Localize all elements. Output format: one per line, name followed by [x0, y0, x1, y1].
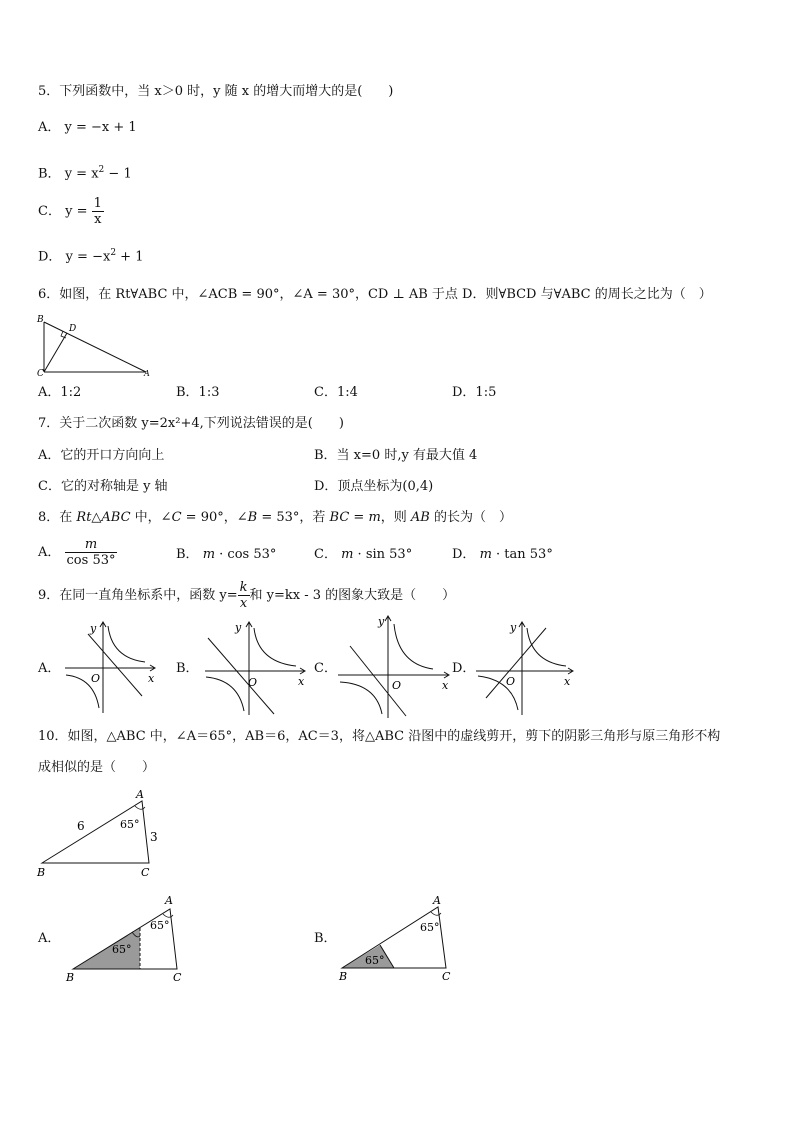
- q7-option-a[interactable]: A．它的开口方向向上: [38, 448, 165, 463]
- q6-label-d: D: [69, 324, 77, 334]
- q10-a-label-c: C: [173, 971, 182, 984]
- q6-option-d[interactable]: D．1:5: [452, 385, 497, 400]
- q9-b-y-label: y: [235, 621, 242, 634]
- q9-a-y-label: y: [90, 622, 97, 635]
- q10-main-label-b: B: [37, 866, 46, 879]
- q9-graph-a[interactable]: [60, 618, 160, 718]
- q7-option-c[interactable]: C．它的对称轴是 y 轴: [38, 479, 168, 494]
- q5-option-b[interactable]: B． $y = x^2 - 1$: [38, 165, 132, 182]
- q10-main-label-c: C: [141, 866, 150, 879]
- q10-b-label-c: C: [442, 970, 451, 983]
- q8-option-a[interactable]: A． $\frac{m}{\cos 53^\circ}$: [38, 537, 116, 568]
- q9-d-x-label: x: [564, 675, 571, 688]
- q10-option-b-letter[interactable]: B．: [314, 931, 337, 946]
- q8-option-d[interactable]: D． m · tan 53°: [452, 547, 553, 562]
- q10-b-angle-cut: 65°: [365, 954, 385, 967]
- q10-main-label-a: A: [136, 788, 144, 801]
- q10-main-side-ab: 6: [77, 819, 85, 833]
- q10-b-label-b: B: [339, 970, 348, 983]
- q6-stem: 6．如图，在 Rt∀ABC 中，∠ACB = 90°，∠A = 30°，CD ⊥ AB 于点 D．则∀BCD 与∀ABC 的周长之比为（ ）: [38, 287, 712, 302]
- q9-c-x-label: x: [442, 679, 449, 692]
- q9-fraction: $\frac{k}{x}$: [239, 580, 248, 611]
- q8-option-b[interactable]: B． m · cos 53°: [176, 547, 277, 562]
- q9-option-b-letter[interactable]: B．: [176, 661, 199, 676]
- q6-option-c[interactable]: C．1:4: [314, 385, 358, 400]
- q9-a-origin-label: O: [91, 672, 101, 685]
- q6-label-a: A: [144, 369, 150, 378]
- q10-option-b-figure[interactable]: [338, 896, 468, 986]
- q10-main-side-ac: 3: [150, 830, 158, 844]
- q9-option-d-letter[interactable]: D．: [452, 661, 476, 676]
- q6-triangle-figure: [36, 312, 156, 378]
- q10-a-angle-cut: 65°: [112, 943, 132, 956]
- q10-stem-line2: 成相似的是（ ）: [38, 760, 156, 775]
- q6-label-b: B: [37, 315, 44, 325]
- q8-stem: 8．在 Rt△ABC 中，∠C = 90°，∠B = 53°，若 BC = m，则 AB 的长为（ ）: [38, 510, 513, 525]
- q10-option-a-figure[interactable]: [62, 892, 202, 987]
- q10-stem-line1: 10．如图，△ABC 中，∠A＝65°，AB＝6，AC＝3，将△ABC 沿图中的虚线剪开，剪下的阴影三角形与原三角形不构: [38, 729, 721, 744]
- q9-b-x-label: x: [298, 675, 305, 688]
- q5-c-fraction: $\frac{1}{x}$: [93, 196, 102, 227]
- q5-stem: 5．下列函数中，当 x＞0 时，y 随 x 的增大而增大的是( ): [38, 84, 394, 99]
- q5-option-a[interactable]: A． y = −x + 1: [38, 120, 137, 135]
- q10-main-triangle: [34, 786, 174, 881]
- q9-a-x-label: x: [148, 672, 155, 685]
- q5-option-c[interactable]: C． y = $\frac{1}{x}$: [38, 196, 102, 227]
- q9-b-origin-label: O: [248, 676, 258, 689]
- q9-graph-d[interactable]: [472, 618, 582, 718]
- q6-option-b[interactable]: B．1:3: [176, 385, 220, 400]
- q10-b-label-a: A: [433, 894, 441, 907]
- q9-d-origin-label: O: [506, 675, 516, 688]
- q7-option-d[interactable]: D．顶点坐标为(0,4): [314, 479, 434, 494]
- q7-option-b[interactable]: B．当 x=0 时,y 有最大值 4: [314, 448, 478, 463]
- q9-d-y-label: y: [510, 621, 517, 634]
- q10-a-angle-top: 65°: [150, 919, 170, 932]
- q7-stem: 7．关于二次函数 y=2x²+4,下列说法错误的是( ): [38, 416, 344, 431]
- q9-graph-b[interactable]: [200, 618, 310, 718]
- q9-option-a-letter[interactable]: A．: [38, 661, 61, 676]
- q9-c-y-label: y: [378, 615, 385, 628]
- q10-a-label-b: B: [66, 971, 75, 984]
- q6-option-a[interactable]: A．1:2: [38, 385, 82, 400]
- q9-stem: 9．在同一直角坐标系中，函数 y= $\frac{k}{x}$ 和 y=kx - 3 的图象大致是（ ）: [38, 580, 456, 611]
- q9-graph-c[interactable]: [336, 612, 456, 722]
- q5-option-d[interactable]: D． $y = -x^2 + 1$: [38, 248, 144, 265]
- q10-main-angle-a: 65°: [120, 818, 140, 831]
- q10-b-angle-top: 65°: [420, 921, 440, 934]
- q6-label-c: C: [37, 369, 44, 379]
- q8-option-c[interactable]: C． m · sin 53°: [314, 547, 413, 562]
- q10-option-a-letter[interactable]: A．: [38, 931, 61, 946]
- q9-c-origin-label: O: [392, 679, 402, 692]
- q10-a-label-a: A: [165, 894, 173, 907]
- q9-option-c-letter[interactable]: C．: [314, 661, 337, 676]
- q8-a-fraction: $\frac{m}{\cos 53^\circ}$: [66, 537, 116, 568]
